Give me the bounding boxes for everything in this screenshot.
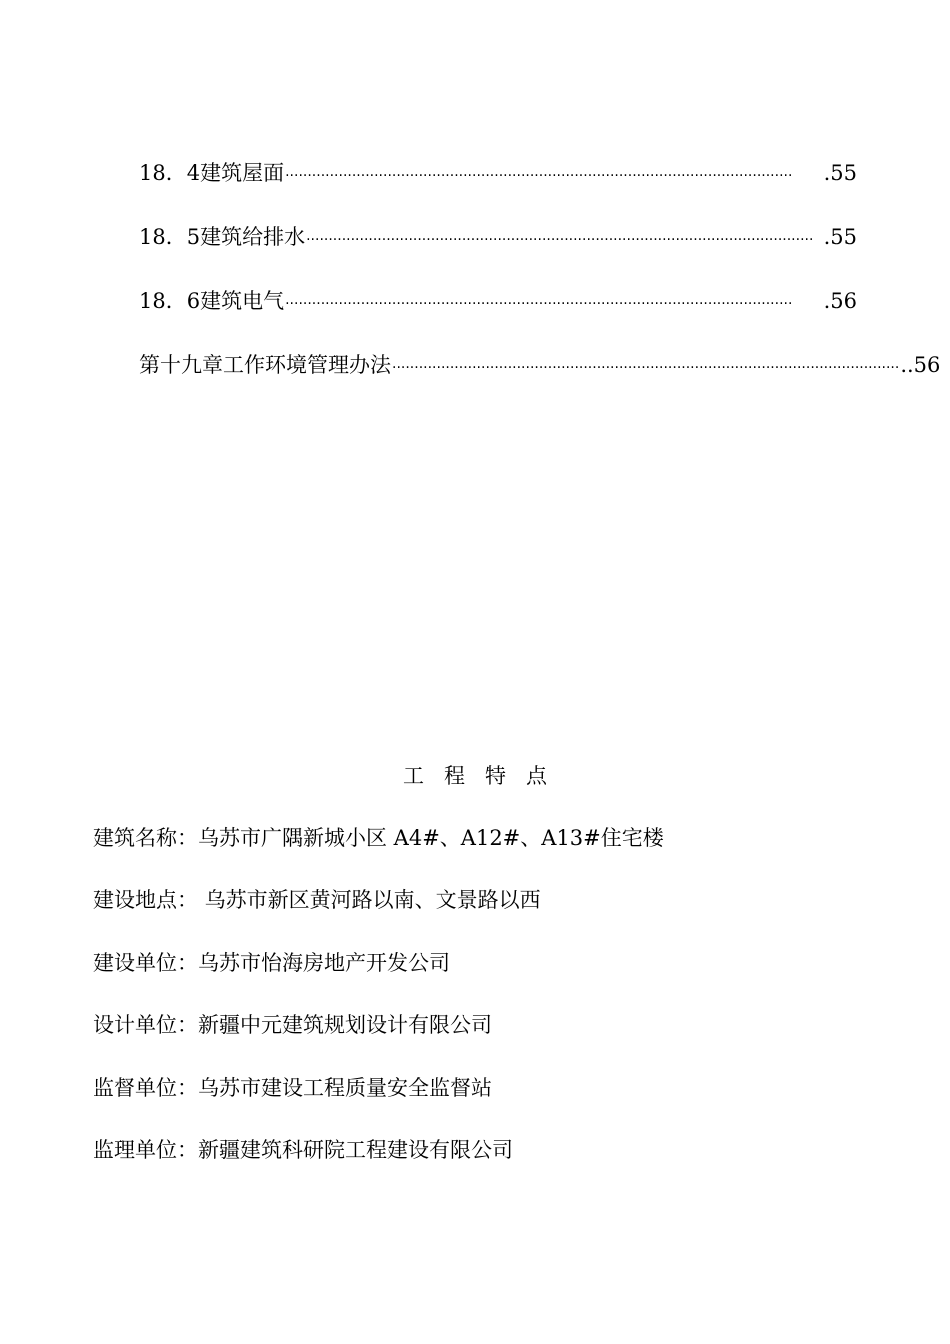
toc-leader-dots: ·················································································································· [392, 360, 900, 376]
toc-entry-title: 工作环境管理办法 [223, 353, 391, 377]
info-value: 乌苏市广隅新城小区 A4#、A12#、A13#住宅楼 [198, 826, 664, 850]
info-row-supervisor-gov [93, 1070, 873, 1132]
toc-entry[interactable] [139, 219, 857, 283]
toc-entry-page: .55 [823, 225, 857, 249]
toc-entry-number: 18．4 [139, 161, 201, 185]
toc-entry-page: ..56 [900, 353, 941, 377]
toc-entry-page: .55 [823, 161, 857, 185]
toc-entry[interactable] [139, 347, 941, 411]
toc-entry-number: 第十九章 [139, 353, 223, 377]
info-value: 乌苏市怡海房地产开发公司 [198, 950, 450, 975]
toc-entry-title: 建筑屋面 [200, 161, 285, 185]
section-title: 工程特点 [403, 764, 567, 788]
toc-entry-number: 18．6 [139, 289, 201, 313]
info-value: 乌苏市新区黄河路以南、文景路以西 [198, 888, 541, 913]
toc-entry-number: 18．5 [139, 225, 201, 249]
project-info [93, 820, 873, 1194]
info-value: 新疆中元建筑规划设计有限公司 [198, 1013, 492, 1038]
info-label: 监理单位： [93, 1137, 198, 1162]
info-value: 新疆建筑科研院工程建设有限公司 [198, 1137, 513, 1162]
info-label: 建设地点： [93, 888, 198, 913]
toc-entry[interactable] [139, 155, 857, 219]
info-label: 建筑名称： [93, 826, 198, 850]
info-row-designer [93, 1007, 873, 1069]
toc-entry-title: 建筑电气 [200, 289, 285, 313]
info-row-location [93, 882, 873, 944]
info-label: 监督单位： [93, 1075, 198, 1100]
info-row-supervisor [93, 1132, 873, 1194]
toc-entry[interactable] [139, 283, 857, 347]
info-value: 乌苏市建设工程质量安全监督站 [198, 1075, 492, 1100]
toc-leader-dots: ·················································································································· [285, 168, 793, 184]
table-of-contents [139, 155, 941, 411]
toc-entry-page: .56 [823, 289, 857, 313]
info-label: 建设单位： [93, 950, 198, 975]
toc-leader-dots: ·················································································································· [285, 296, 793, 312]
toc-leader-dots: ·················································································································· [306, 232, 814, 248]
toc-entry-title: 建筑给排水 [200, 225, 306, 249]
info-label: 设计单位： [93, 1013, 198, 1038]
info-row-developer [93, 945, 873, 1007]
info-row-building-name [93, 820, 873, 882]
